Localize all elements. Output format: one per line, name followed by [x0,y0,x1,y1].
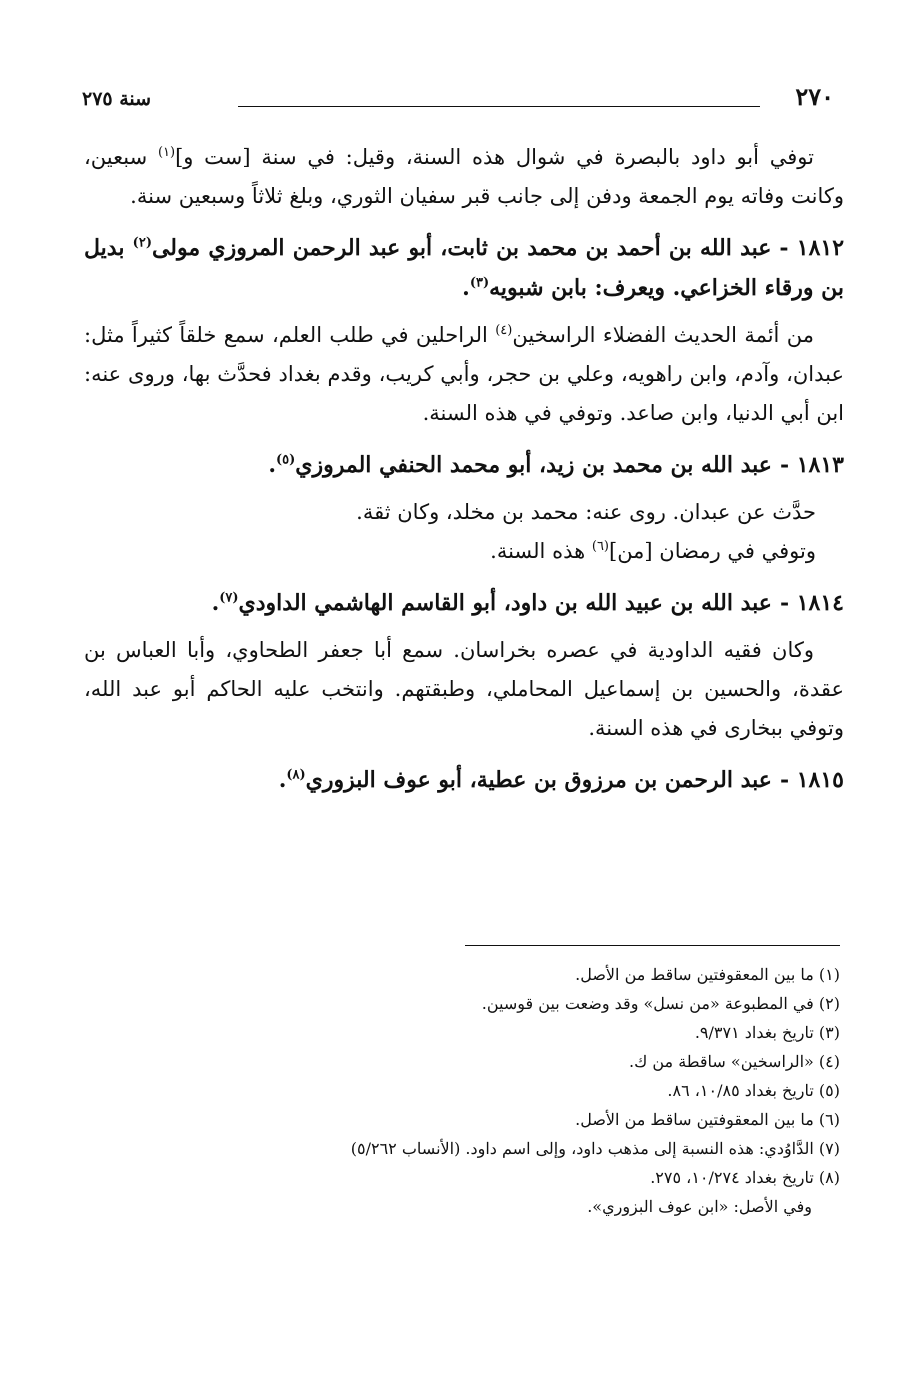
entry-title-1814: ١٨١٤ -عبد الله بن عبيد الله بن داود، أبو القاسم الهاشمي الداودي$^{(٧)}$. [211,590,844,616]
footnotes [100,960,840,1221]
footnote-8: (٨) تاريخ بغداد ١٠/٢٧٤، ٢٧٥. [650,1168,840,1187]
footnote-1: (١) ما بين المعقوفتين ساقط من الأصل. [575,965,840,984]
entry-body-1814: وكان فقيه الداودية في عصره بخراسان. سمع أبا جعفر الطحاوي، وأبا العباس بن عقدة، والحسين بن إسماعيل المحاملي، وطبقتهم. وانتخب عليه الحاكم أبو عبد الله، وتوفي ببخارى في هذه السنة. [84,638,844,740]
running-head: سنة ٢٧٥ [82,88,152,110]
footnote-ref: (٥) [275,452,296,468]
entry-body-1813-line1: حدَّث عن عبدان. روى عنه: محمد بن مخلد، وكان ثقة. [356,500,816,524]
entry-number: ١٨١٤ - [779,590,844,616]
entry-number: ١٨١٣ - [779,452,844,478]
entry-title-1815: ١٨١٥ -عبد الرحمن بن مرزوق بن عطية، أبو عوف البزوري$^{(٨)}$. [278,767,844,793]
entry-body-1813-line2: وتوفي في رمضان [من]$^{(٦)}$ هذه السنة. [490,539,816,563]
header-rule [238,106,760,107]
footnote-6: (٦) ما بين المعقوفتين ساقط من الأصل. [575,1110,840,1129]
footnote-ref: (٧) [219,590,239,606]
entry-title-1812: ١٨١٢ -عبد الله بن أحمد بن محمد بن ثابت، أبو عبد الرحمن المروزي مولى$^{(٢)}$ بديل بن ورقاء الخزاعي. ويعرف: بابن شبويه$^{(٣)}$. [84,235,845,301]
footnote-ref: (٤) [495,323,513,338]
footnote-7: (٧) الدَّاوُدي: هذه النسبة إلى مذهب داود، وإلى اسم داود. (الأنساب ٥/٢٦٢) [350,1139,840,1158]
page-number: ٢٧٠ [795,82,834,111]
footnote-4: (٤) «الراسخين» ساقطة من ك. [629,1052,840,1071]
entry-body-1812: من أئمة الحديث الفضلاء الراسخين$^{(٤)}$ الراحلين في طلب العلم، سمع خلقاً كثيراً مثل: عبدان، وآدم، وابن راهويه، وعلي بن حجر، وأبي كريب، وقدم بغداد فحدَّث بها، وروى عنه: ابن أبي الدنيا، وابن صاعد. وتوفي في هذه السنة. [84,323,844,425]
footnote-ref: (٢) [132,235,152,251]
footnote-3: (٣) تاريخ بغداد ٩/٣٧١. [694,1023,840,1042]
footnote-separator [465,945,840,946]
footnote-5: (٥) تاريخ بغداد ١٠/٨٥، ٨٦. [667,1081,840,1100]
footnote-ref: (٦) [591,539,609,554]
entry-number: ١٨١٥ - [779,767,844,793]
footnote-ref: (٨) [286,767,306,783]
page-header [82,82,834,122]
footnote-ref: (١) [157,145,176,160]
footnote-2: (٢) في المطبوعة «من نسل» وقد وضعت بين قوسين. [481,994,840,1013]
intro-paragraph: توفي أبو داود بالبصرة في شوال هذه السنة، وقيل: في سنة [ست و]$^{(١)}$ سبعين، وكانت وفاته يوم الجمعة ودفن إلى جانب قبر سفيان الثوري، وبلغ ثلاثاً وسبعين سنة. [84,145,844,208]
main-text [84,138,844,808]
footnote-ref: (٣) [469,275,490,291]
entry-title-1813: ١٨١٣ -عبد الله بن محمد بن زيد، أبو محمد الحنفي المروزي$^{(٥)}$. [268,452,844,478]
footnote-8-continued: وفي الأصل: «ابن عوف البزوري». [587,1197,812,1216]
entry-number: ١٨١٢ - [779,235,845,261]
